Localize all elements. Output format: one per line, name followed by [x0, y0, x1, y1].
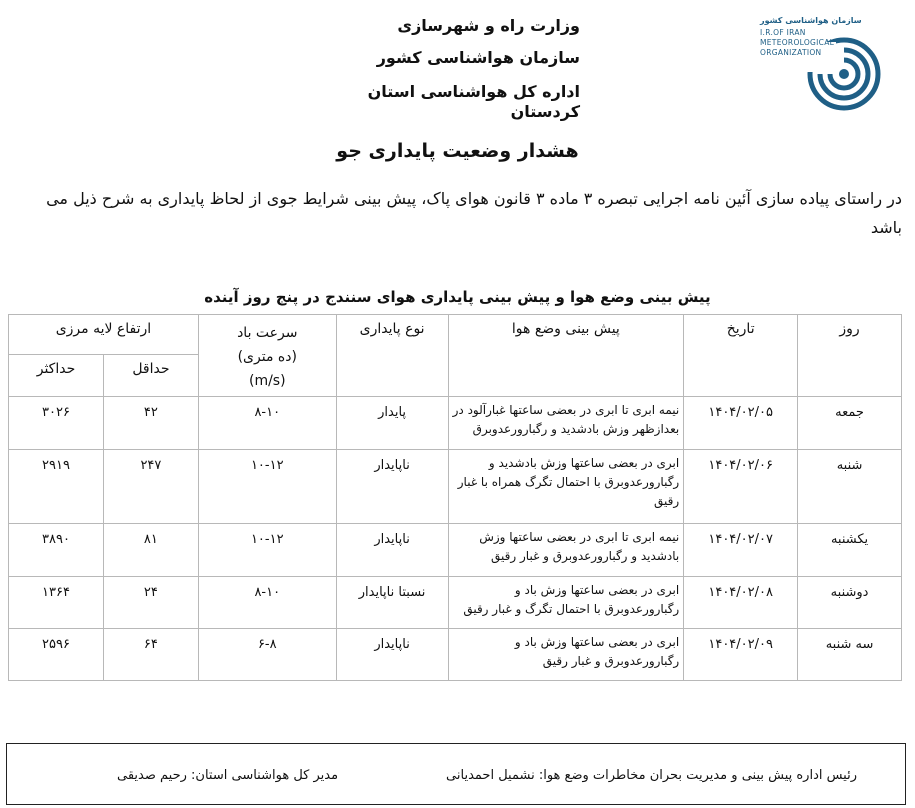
table-row — [9, 524, 902, 577]
cell-day: شنبه — [798, 450, 902, 524]
table-row — [9, 397, 902, 450]
cell-min: ۲۴ — [103, 577, 198, 629]
table-row — [9, 450, 902, 524]
cell-forecast: نیمه ابری تا ابری در بعضی ساعتها غبارآلود در بعدازظهر وزش بادشدید و رگبارورعدوبرق — [448, 397, 684, 450]
cell-date: ۱۴۰۴/۰۲/۰۶ — [684, 450, 798, 524]
cell-max: ۲۹۱۹ — [9, 450, 104, 524]
cell-stability: نسبتا ناپایدار — [336, 577, 448, 629]
header-wind-speed: سرعت باد (ده متری) (m/s) — [198, 315, 336, 397]
header-stability: نوع پایداری — [336, 315, 448, 397]
forecast-head-signature: رئیس اداره پیش بینی و مدیریت بحران مخاطرات وضع هوا: نشمیل احمدیانی — [446, 768, 857, 783]
cell-wind: ۱۰-۱۲ — [198, 524, 336, 577]
table-header-row — [9, 315, 902, 355]
header-day: روز — [798, 315, 902, 397]
cell-stability: ناپایدار — [336, 629, 448, 681]
logo-en-text: I.R.OF IRAN METEOROLOGICAL ORGANIZATION — [760, 28, 835, 57]
cell-wind: ۸-۱۰ — [198, 577, 336, 629]
forecast-table — [8, 314, 902, 681]
cell-max: ۲۵۹۶ — [9, 629, 104, 681]
cell-date: ۱۴۰۴/۰۲/۰۷ — [684, 524, 798, 577]
ministry-name: وزارت راه و شهرسازی — [397, 16, 580, 35]
cell-stability: پایدار — [336, 397, 448, 450]
cell-day: دوشنبه — [798, 577, 902, 629]
cell-max: ۱۳۶۴ — [9, 577, 104, 629]
cell-date: ۱۴۰۴/۰۲/۰۸ — [684, 577, 798, 629]
header-min: حداقل — [103, 355, 198, 397]
cell-day: یکشنبه — [798, 524, 902, 577]
cell-forecast: نیمه ابری تا ابری در بعضی ساعتها وزش بادشدید و رگبارورعدوبرق و غبار رقیق — [448, 524, 684, 577]
meteorological-organization-logo — [752, 14, 902, 114]
cell-min: ۶۴ — [103, 629, 198, 681]
cell-date: ۱۴۰۴/۰۲/۰۹ — [684, 629, 798, 681]
cell-wind: ۱۰-۱۲ — [198, 450, 336, 524]
cell-forecast: ابری در بعضی ساعتها وزش باد و رگبارورعدوبرق و غبار رقیق — [448, 629, 684, 681]
cell-day: جمعه — [798, 397, 902, 450]
cell-max: ۳۰۲۶ — [9, 397, 104, 450]
table-caption: پیش بینی وضع هوا و پیش بینی پایداری هوای سنندج در پنج روز آینده — [204, 288, 711, 306]
cell-stability: ناپایدار — [336, 524, 448, 577]
organization-name: سازمان هواشناسی کشور — [376, 48, 580, 67]
page-title: هشدار وضعیت پایداری جو — [336, 140, 579, 162]
cell-wind: ۶-۸ — [198, 629, 336, 681]
table-row — [9, 577, 902, 629]
logo-fa-text: سازمان هواشناسی کشور — [760, 16, 862, 25]
signature-box — [6, 743, 906, 805]
cell-date: ۱۴۰۴/۰۲/۰۵ — [684, 397, 798, 450]
cell-min: ۲۴۷ — [103, 450, 198, 524]
cell-day: سه شنبه — [798, 629, 902, 681]
cell-min: ۴۲ — [103, 397, 198, 450]
cell-forecast: ابری در بعضی ساعتها وزش بادشدید و رگبارورعدوبرق با احتمال تگرگ همراه با غبار رقیق — [448, 450, 684, 524]
header-forecast: پیش بینی وضع هوا — [448, 315, 684, 397]
header-date: تاریخ — [684, 315, 798, 397]
table-row — [9, 629, 902, 681]
header-max: حداکثر — [9, 355, 104, 397]
intro-paragraph: در راستای پیاده سازی آئین نامه اجرایی تبصره ۳ ماده ۳ قانون هوای پاک، پیش بینی شرایط جوی از لحاظ پایداری به شرح ذیل می باشد — [46, 189, 902, 237]
cell-max: ۳۸۹۰ — [9, 524, 104, 577]
cell-forecast: ابری در بعضی ساعتها وزش باد و رگبارورعدوبرق با احتمال تگرگ و غبار رقیق — [448, 577, 684, 629]
cell-stability: ناپایدار — [336, 450, 448, 524]
cell-wind: ۸-۱۰ — [198, 397, 336, 450]
director-general-signature: مدیر کل هواشناسی استان: رحیم صدیقی — [117, 768, 339, 783]
department-name: اداره کل هواشناسی استان کردستان — [367, 82, 580, 121]
cell-min: ۸۱ — [103, 524, 198, 577]
header-boundary-layer: ارتفاع لایه مرزی — [9, 315, 199, 355]
